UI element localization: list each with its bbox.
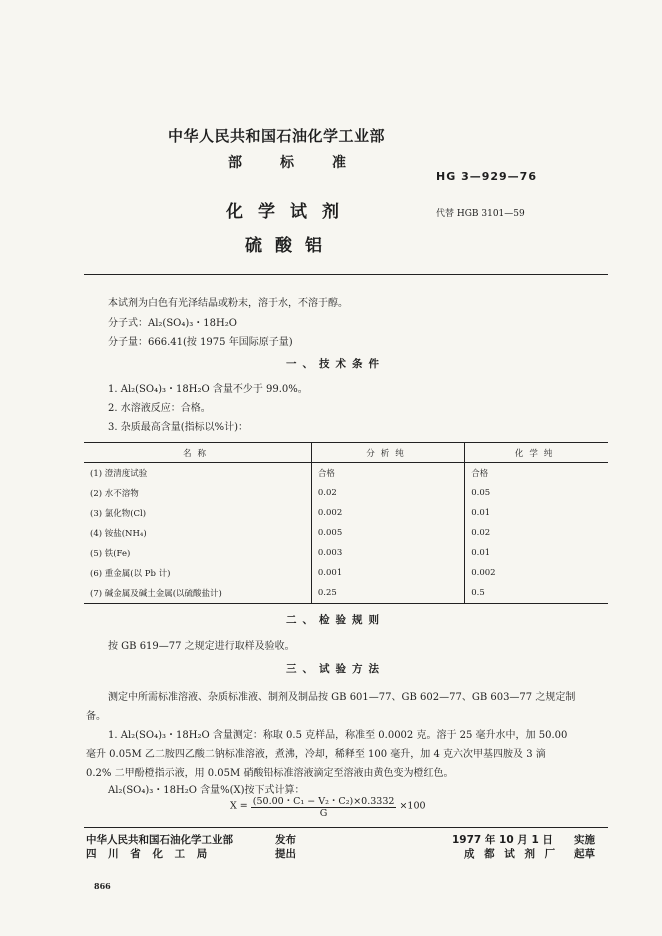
intro-description: 本试剂为白色有光泽结晶或粉末，溶于水，不溶于醇。 [108, 298, 348, 309]
replaces-note: 代替 HGB 3101—59 [436, 209, 525, 219]
section3-para1-line2: 备。 [86, 711, 106, 722]
section3-para2-line1: 1. Al₂(SO₄)₃・18H₂O 含量测定：称取 0.5 克样品，称准至 0.0002 克。溶于 25 毫升水中，加 50.00 [108, 730, 568, 741]
row-ar-value: 0.002 [311, 503, 464, 523]
formula-denominator: G [319, 808, 328, 819]
row-ar-value: 0.005 [311, 523, 464, 543]
intro-formula: 分子式：Al₂(SO₄)₃・18H₂O [108, 318, 237, 329]
section3-title: 三、试验方法 [286, 663, 385, 675]
row-cp-value: 合格 [465, 463, 608, 484]
intro-molecular-weight: 分子量：666.41(按 1975 年国际原子量) [108, 337, 293, 348]
row-name: (4) 铵盐(NH₄) [90, 529, 147, 539]
row-ar-value: 0.02 [311, 483, 464, 503]
section1-item-reaction: 2. 水溶液反应：合格。 [108, 403, 211, 414]
row-name: (1) 澄清度试验 [90, 469, 148, 479]
row-ar-value: 0.001 [311, 563, 464, 583]
impurity-table [84, 442, 608, 604]
row-cp-value: 0.5 [465, 583, 608, 604]
table-row [84, 543, 608, 563]
organization-title: 中华人民共和国石油化学工业部 [168, 127, 386, 145]
row-name: (2) 水不溶物 [90, 489, 139, 499]
standard-type: 部标准 [228, 155, 384, 171]
footer-effective-label: 实施 [574, 834, 595, 846]
row-cp-value: 0.05 [465, 483, 608, 503]
product-name: 硫酸铝 [245, 236, 335, 256]
footer-issue-label: 发布 [275, 834, 296, 846]
table-header-name: 名称 [84, 443, 311, 463]
row-cp-value: 0.002 [465, 563, 608, 583]
row-name: (6) 重金属(以 Pb 计) [90, 569, 171, 579]
row-cp-value: 0.01 [465, 503, 608, 523]
footer-effective-date: 1977 年 10 月 1 日 [452, 834, 553, 846]
content-formula [230, 793, 426, 823]
row-cp-value: 0.02 [465, 523, 608, 543]
table-row [84, 583, 608, 604]
section2-text: 按 GB 619—77 之规定进行取样及验收。 [108, 641, 295, 652]
formula-factor: ×100 [399, 800, 426, 812]
table-row [84, 523, 608, 543]
table-row [84, 563, 608, 583]
table-row [84, 483, 608, 503]
standard-code: HG 3—929—76 [436, 170, 537, 183]
section1-item-content: 1. Al₂(SO₄)₃・18H₂O 含量不少于 99.0%。 [108, 384, 308, 395]
section1-title: 一、技术条件 [286, 358, 385, 370]
header-divider [84, 274, 608, 275]
section3-para3: Al₂(SO₄)₃・18H₂O 含量%(X)按下式计算： [108, 785, 305, 796]
footer-drafter-label: 起草 [574, 848, 595, 860]
footer-divider [84, 827, 608, 828]
section1-item-impurities: 3. 杂质最高含量(指标以%计)： [108, 422, 249, 433]
section2-title: 二、检验规则 [286, 614, 385, 626]
table-row [84, 463, 608, 484]
table-header-row [84, 443, 608, 463]
row-ar-value: 0.003 [311, 543, 464, 563]
page-number: 866 [94, 881, 111, 891]
table-row [84, 503, 608, 523]
row-name: (3) 氯化物(Cl) [90, 509, 147, 519]
footer-drafter-org: 成 都 试 剂 厂 [464, 848, 559, 860]
formula-fraction [251, 793, 397, 819]
row-ar-value: 0.25 [311, 583, 464, 604]
footer-issuer-org: 中华人民共和国石油化学工业部 [86, 834, 233, 846]
footer-proposer-org: 四 川 省 化 工 局 [86, 848, 212, 860]
row-name: (5) 铁(Fe) [90, 549, 131, 559]
formula-numerator: (50.00・C₁ − V₂・C₂)×0.3332 [251, 793, 397, 808]
section3-para2-line2: 毫升 0.05M 乙二胺四乙酸二钠标准溶液，煮沸，冷却，稀释至 100 毫升，加 4 克六次甲基四胺及 3 滴 [86, 749, 546, 760]
section3-para1-line1: 测定中所需标准溶液、杂质标准液、制剂及制品按 GB 601—77、GB 602—77、GB 603—77 之规定制 [108, 692, 576, 703]
category-title: 化学试剂 [226, 202, 354, 222]
table-header-cp: 化学纯 [465, 443, 608, 463]
row-ar-value: 合格 [311, 463, 464, 484]
footer-proposer-label: 提出 [275, 848, 296, 860]
row-name: (7) 碱金属及碱土金属(以硫酸盐计) [90, 589, 222, 599]
table-header-ar: 分析纯 [311, 443, 464, 463]
formula-lhs: X = [230, 800, 248, 812]
row-cp-value: 0.01 [465, 543, 608, 563]
section3-para2-line3: 0.2% 二甲酚橙指示液，用 0.05M 硝酸铅标准溶液滴定至溶液由黄色变为橙红色。 [86, 768, 454, 779]
